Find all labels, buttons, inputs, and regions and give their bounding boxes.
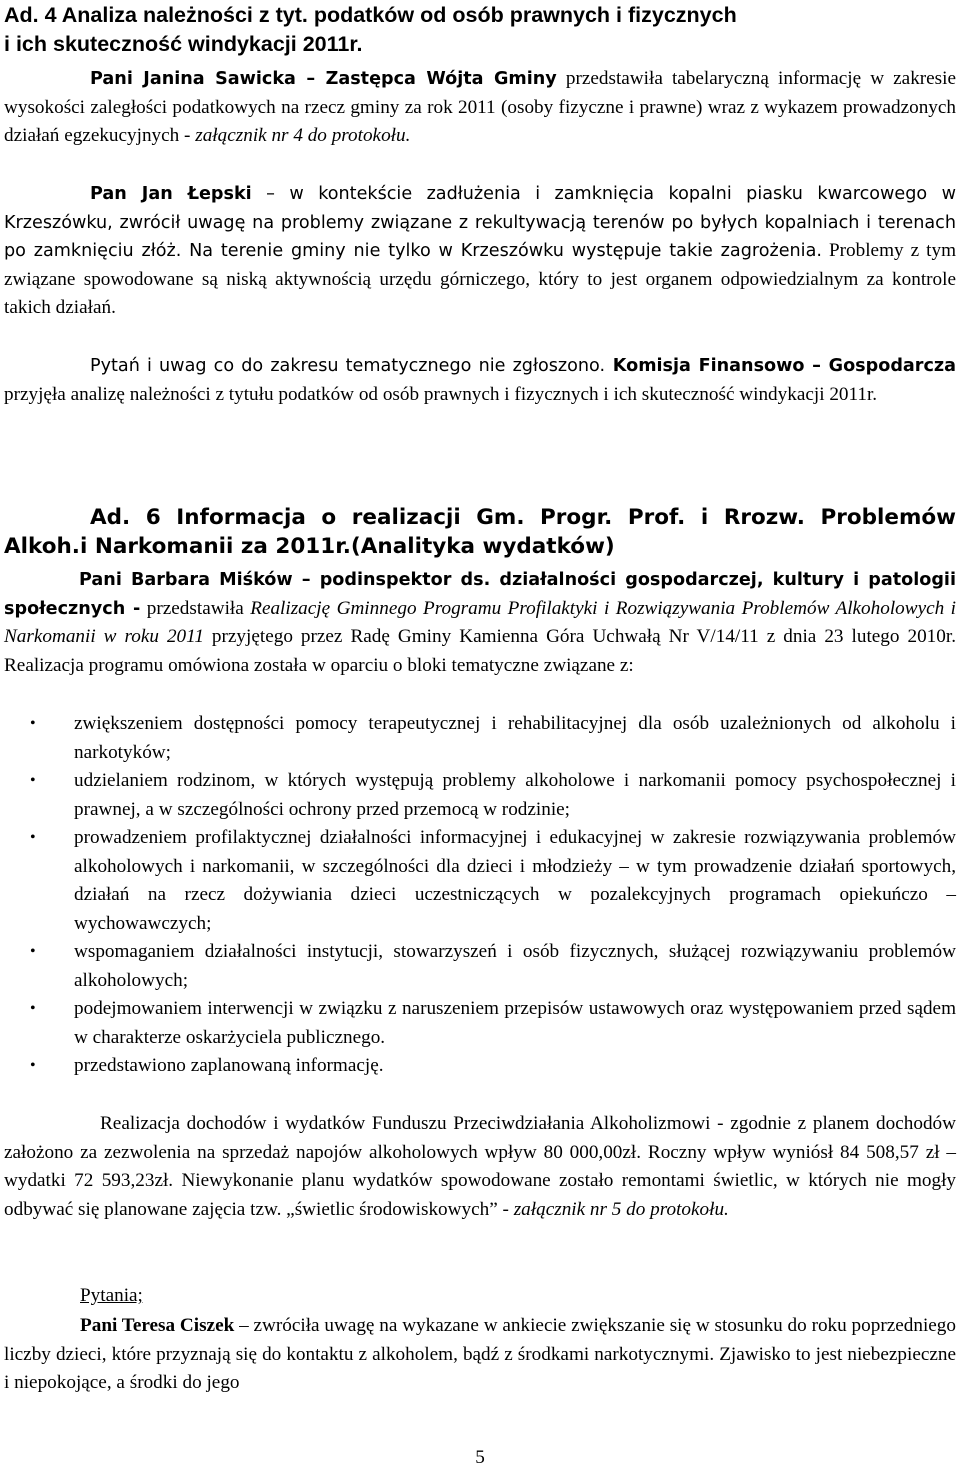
- question-paragraph-ciszek: [4, 1312, 956, 1398]
- speaker-name: Pani Barbara Miśków: [79, 570, 293, 590]
- program-title: Realizację Gminnego Programu Profilaktyki i Rozwiązywania Problemów Alkoholowych i Narkomanii w roku 2011: [4, 597, 956, 647]
- attachment-reference: załącznik nr 5 do protokołu.: [513, 1198, 729, 1220]
- ad4-paragraph-conclusion: [4, 352, 956, 409]
- commission-name: Komisja Finansowo – Gospodarcza: [605, 356, 956, 376]
- questions-label: Pytania;: [80, 1285, 143, 1306]
- paragraph-text: przedstawiła: [140, 597, 251, 619]
- ad4-heading: [4, 1, 956, 58]
- paragraph-text: Realizacja dochodów i wydatków Funduszu Przeciwdziałania Alkoholizmowi - zgodnie z planem dochodów założono za zezwolenia na sprzedaż napojów alkoholowych wpływ 80 000,00zł. Roczny wpływ wyniósł 84 508,57 zł – wydatki 72 593,23zł. Niewykonanie planu wydatków spowodowane zostało remontami świetlic, w których nie mogły odbywać się planowane zajęcia tzw. „świetlic środowiskowych” -: [4, 1113, 956, 1220]
- list-item: • zwiększeniem dostępności pomocy terapeutycznej i rehabilitacyjnej dla osób uzależnionych od alkoholu i narkotyków;: [30, 710, 956, 767]
- ad4-heading-line1: Ad. 4 Analiza należności z tyt. podatków od osób prawnych i fizycznych: [4, 3, 737, 27]
- speaker-name: Pan Jan Łepski: [90, 184, 252, 204]
- paragraph-text: przyjęła analizę należności z tytułu podatków od osób prawnych i fizycznych i ich skuteczność windykacji 2011r.: [4, 383, 878, 405]
- speaker-name: Pani Teresa Ciszek: [80, 1315, 235, 1336]
- topic-bullet-list: [30, 710, 956, 1081]
- ad4-paragraph-sawicka: [4, 65, 956, 151]
- ad4-paragraph-lepski: [4, 180, 956, 323]
- paragraph-text: przedstawiła tabelaryczną informację w zakresie wysokości zaległości podatkowych na rzecz gminy za rok 2011 (osoby fizyczne i prawne) wraz z wykazem prowadzonych działań egzekucyjnych -: [4, 68, 957, 146]
- list-item: • podejmowaniem interwencji w związku z naruszeniem przepisów ustawowych oraz występowaniem przed sądem w charakterze oskarżyciela publicznego.: [30, 995, 956, 1052]
- list-item: • przedstawiono zaplanowaną informację.: [30, 1052, 956, 1081]
- speaker-name: Pani Janina Sawicka – Zastępca Wójta Gminy: [90, 69, 557, 89]
- paragraph-text: Problemy z tym związane spowodowane są niską aktywnością urzędu górniczego, który to jest organem odpowiedzialnym za kontrole takich działań.: [4, 240, 956, 318]
- ad6-heading-line1: Ad. 6 Informacja o realizacji Gm. Progr. Prof. i Rrozw. Problemów: [90, 505, 956, 530]
- ad6-heading-line2: Alkoh.i Narkomanii za 2011r.(Analityka wydatków): [4, 533, 615, 559]
- paragraph-text: – zwróciła uwagę na wykazane w ankiecie zwiększanie się w stosunku do roku poprzedniego liczby dzieci, które przyznają się do kontaktu z alkoholem, bądź z środkami narkotycznymi. Zjawisko to jest niebezpieczne i niepokojące, a środki do jego: [4, 1315, 956, 1393]
- ad6-heading: [4, 504, 956, 561]
- ad4-heading-line2: i ich skuteczność windykacji 2011r.: [4, 31, 363, 56]
- paragraph-text: przyjętego przez Radę Gminy Kamienna Góra Uchwałą Nr V/14/11 z dnia 23 lutego 2010r. Realizacja programu omówiona została w oparciu o bloki tematyczne związane z:: [4, 626, 956, 676]
- attachment-reference: załącznik nr 4 do protokołu.: [195, 125, 411, 146]
- ad6-paragraph-miskow: [4, 566, 956, 680]
- page-number: 5: [475, 1447, 485, 1468]
- paragraph-text: – w kontekście zadłużenia i zamknięcia kopalni piasku kwarcowego w Krzeszówku, zwrócił uwagę na problemy związane z rekultywacją terenów po byłych kopalniach i terenach po zamknięciu złóż. Na terenie gminy nie tylko w Krzeszówku występuje takie zagrożenia.: [4, 184, 956, 261]
- paragraph-text: Pytań i uwag co do zakresu tematycznego nie zgłoszono.: [90, 356, 606, 376]
- speaker-role: – podinspektor ds. działalności gospodarczej, kultury i patologii społecznych -: [4, 570, 956, 619]
- list-item: • prowadzeniem profilaktycznej działalności informacyjnej i edukacyjnej w zakresie rozwiązywania problemów alkoholowych i narkomanii, w szczególności dla dzieci i młodzieży – w tym prowadzenie działań sportowych, działań na rzecz dożywiania dzieci uczestniczących w pozalekcyjnych programach opiekuńczo – wychowawczych;: [30, 824, 956, 938]
- fund-realization-paragraph: [4, 1110, 956, 1224]
- list-item: • wspomaganiem działalności instytucji, stowarzyszeń i osób fizycznych, służącej rozwiązywaniu problemów alkoholowych;: [30, 938, 956, 995]
- list-item: • udzielaniem rodzinom, w których występują problemy alkoholowe i narkomanii pomocy psychospołecznej i prawnej, a w szczególności ochrony przed przemocą w rodzinie;: [30, 767, 956, 824]
